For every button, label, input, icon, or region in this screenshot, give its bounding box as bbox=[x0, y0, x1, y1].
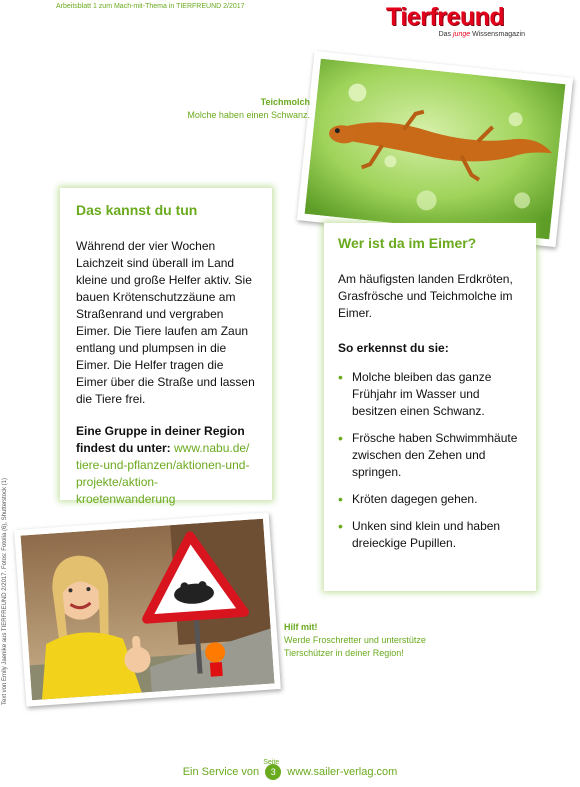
page-number: 3 bbox=[270, 767, 276, 777]
molch-caption bbox=[150, 96, 310, 122]
card-left-title: Das kannst du tun bbox=[76, 202, 198, 218]
helper-photo bbox=[14, 512, 281, 706]
card-right-intro: Am häufigsten landen Erdkröten, Grasfrösche und Teichmolche im Eimer. bbox=[338, 272, 513, 320]
molch-caption-text: Molche haben einen Schwanz. bbox=[187, 110, 310, 120]
newt-image bbox=[305, 59, 566, 240]
recognition-list bbox=[338, 369, 522, 552]
card-right-title: Wer ist da im Eimer? bbox=[338, 235, 477, 251]
group-text: Eine Gruppe in deiner Region findest du unter: bbox=[76, 424, 245, 455]
helper-image bbox=[21, 519, 275, 701]
list-item: • Unken sind klein und haben dreieckige Pupillen. bbox=[338, 518, 522, 552]
helper-caption-title: Hilf mit! bbox=[284, 622, 318, 632]
list-item: • Molche bleiben das ganze Frühjahr im Wasser und besitzen einen Schwanz. bbox=[338, 369, 522, 420]
newt-photo bbox=[297, 51, 573, 247]
card-left-body: Während der vier Wochen Laichzeit sind überall im Land kleine und große Helfer aktiv. Sie bauen Krötenschutzzäune am Straßenrand und vergraben Eimer. Die Tiere laufen am Zaun entlang und plumpsen in die Eimer. Die Helfer tragen die Eimer über die Straße und lassen die Tiere frei. bbox=[76, 239, 255, 406]
molch-caption-title: Teichmolch bbox=[260, 97, 310, 107]
list-item: • Kröten dagegen gehen. bbox=[338, 491, 522, 508]
photo-credit: Text von Emily Jaenike aus TIERFREUND 2/2017. Fotos: Fotolia (6), Shutterstock (1) bbox=[2, 478, 8, 705]
card-wer-ist-da-im-eimer bbox=[324, 223, 536, 591]
page-number-badge bbox=[263, 759, 281, 780]
footer bbox=[0, 759, 580, 780]
helper-caption-text: Werde Froschretter und unterstütze Tierschützer in deiner Region! bbox=[284, 635, 426, 658]
page-label: Seite bbox=[263, 759, 280, 766]
card-right-subhead: So erkennst du sie: bbox=[338, 341, 449, 355]
card-left-group bbox=[76, 423, 256, 508]
list-item: • Frösche haben Schwimmhäute zwischen den Zehen und springen. bbox=[338, 430, 522, 481]
helper-caption bbox=[284, 621, 454, 660]
footer-service: Ein Service von bbox=[182, 765, 260, 778]
logo-text: Tierfreund bbox=[386, 3, 505, 31]
top-note: Arbeitsblatt 1 zum Mach-mit-Thema in TIERFREUND 2/2017 bbox=[56, 3, 245, 10]
card-das-kannst-du-tun bbox=[60, 188, 272, 506]
footer-url[interactable]: www.sailer-verlag.com bbox=[287, 765, 398, 778]
tierfreund-logo bbox=[386, 4, 531, 42]
logo-tagline: Das junge Wissensmagazin bbox=[438, 31, 525, 38]
nabu-link[interactable]: www.nabu.de/ tiere-und-pflanzen/aktionen-und-projekte/aktion-kroetenwanderung bbox=[76, 441, 250, 506]
